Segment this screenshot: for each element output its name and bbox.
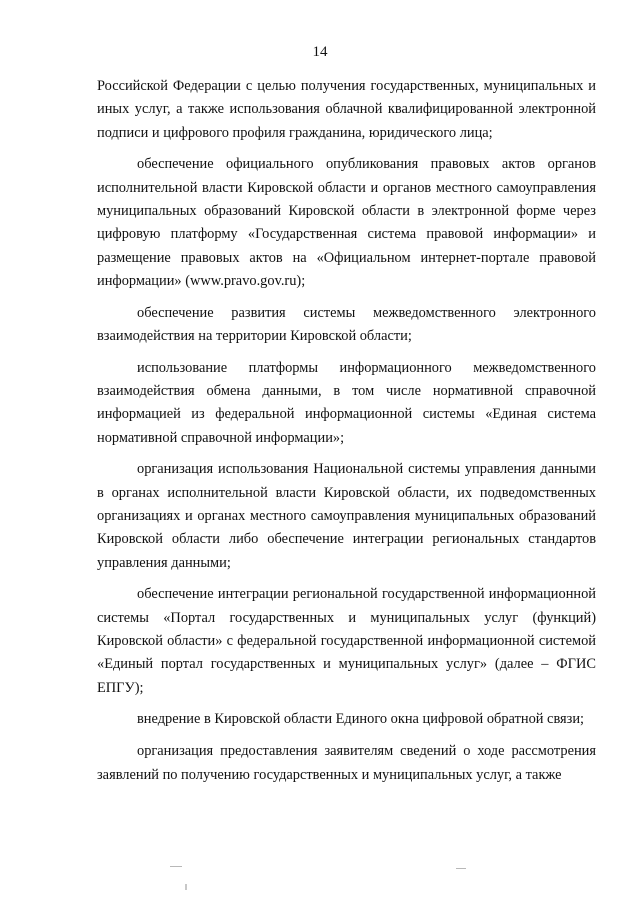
paragraph-4: использование платформы информационного межведомственного взаимодействия обмена данными, в том числе нормативной справочной информацией из федеральной информационной системы «Единая система нормативной справочной информации»; [97,359,596,446]
paragraph-5: организация использования Национальной системы управления данными в органах исполнительной власти Кировской области, их подведомственных организациях и органах местного самоуправления муниципальных образований Кировской области либо обеспечение интеграции региональных стандартов управления данными; [97,461,596,571]
paragraph-3: обеспечение развития системы межведомственного электронного взаимодействия на территории Кировской области; [97,304,596,344]
paragraph-2: обеспечение официального опубликования правовых актов органов исполнительной власти Кировской области и органов местного самоуправления муниципальных образований Кировской области в электронной форме через цифровую платформу «Государственная система правовой информации» и размещение правовых актов на «Официальном интернет-портале правовой информации» (www.pravo.gov.ru); [97,156,596,289]
paragraph-7: внедрение в Кировской области Единого окна цифровой обратной связи; [137,711,585,728]
scan-artifact [170,866,182,867]
paragraph-6: обеспечение интеграции региональной государственной информационной системы «Портал государственных и муниципальных услуг (функций) Кировской области» с федеральной государственной информационной системой «Единый портал государственных и муниципальных услуг» (далее – ФГИС ЕПГУ); [97,586,596,696]
document-body [97,75,596,787]
scan-artifact [456,868,466,869]
page-number: 14 [312,44,328,60]
paragraph-1: Российской Федерации с целью получения государственных, муниципальных и иных услуг, а также использования облачной квалифицированной электронной подписи и цифрового профиля гражданина, юридического лица; [97,78,596,141]
paragraph-8: организация предоставления заявителям сведений о ходе рассмотрения заявлений по получению государственных и муниципальных услуг, а также [97,743,596,783]
scan-artifact [185,884,187,890]
